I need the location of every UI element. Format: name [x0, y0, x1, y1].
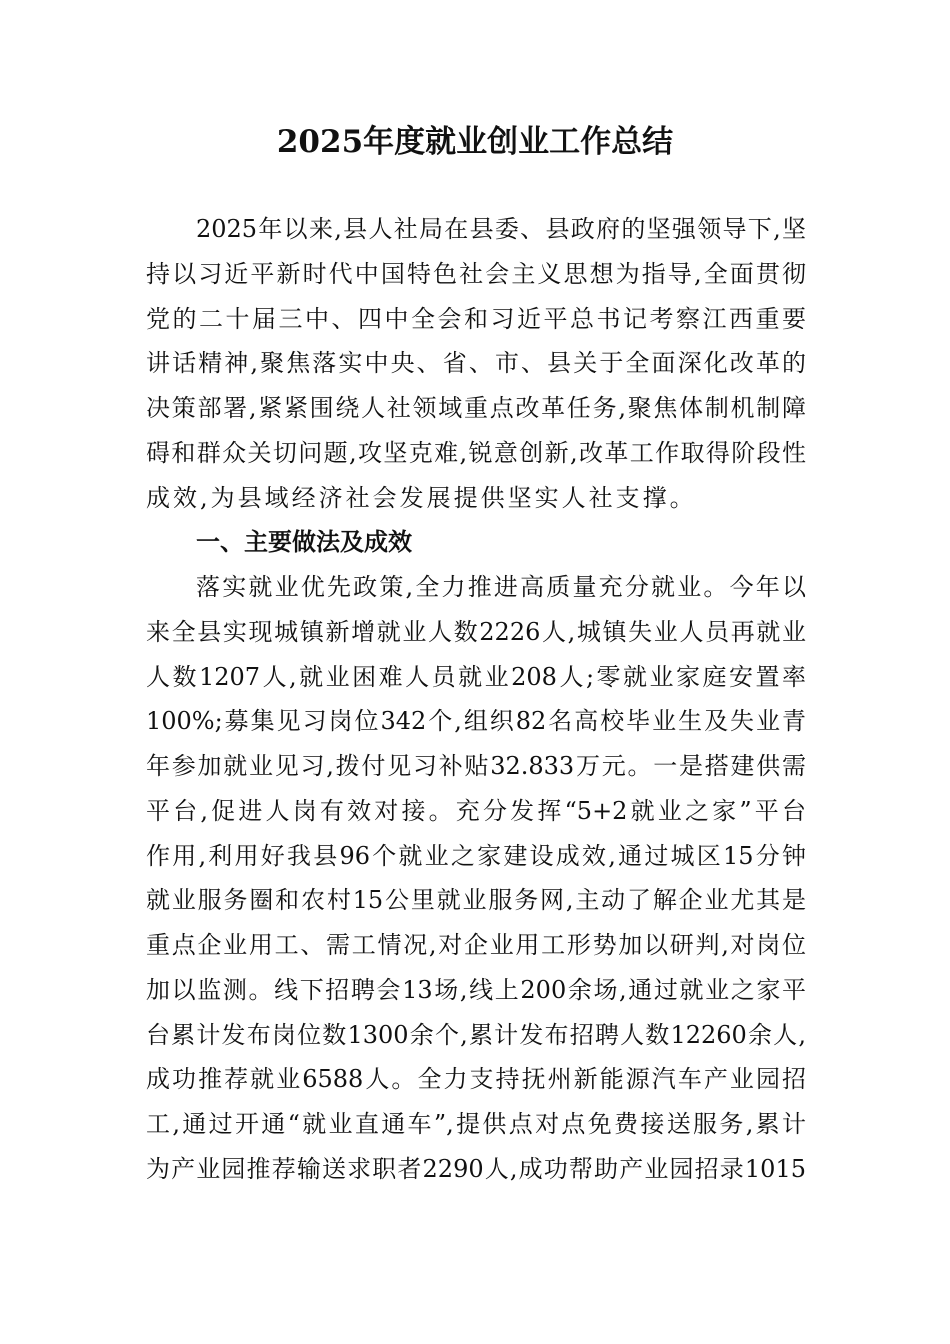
document-title: 2025年度就业创业工作总结 — [276, 124, 674, 160]
text-line: 讲话精神,聚焦落实中央、省、市、县关于全面深化改革的 — [146, 349, 806, 378]
text-line: 为产业园推荐输送求职者2290人,成功帮助产业园招录1015 — [146, 1154, 806, 1183]
text-line: 落实就业优先政策,全力推进高质量充分就业。今年以 — [196, 573, 806, 601]
text-line: 加以监测。线下招聘会13场,线上200余场,通过就业之家平 — [146, 975, 806, 1004]
text-line: 平台,促进人岗有效对接。充分发挥“5+2就业之家”平台 — [146, 796, 806, 825]
text-line: 台累计发布岗位数1300余个,累计发布招聘人数12260余人, — [146, 1020, 806, 1049]
text-line: 成效,为县域经济社会发展提供坚实人社支撑。 — [146, 483, 697, 512]
text-line: 重点企业用工、需工情况,对企业用工形势加以研判,对岗位 — [146, 931, 806, 959]
text-line: 决策部署,紧紧围绕人社领域重点改革任务,聚焦体制机制障 — [146, 394, 806, 422]
text-line: 年参加就业见习,拨付见习补贴32.833万元。一是搭建供需 — [146, 752, 806, 780]
text-line: 碍和群众关切问题,攻坚克难,锐意创新,改革工作取得阶段性 — [146, 438, 806, 467]
text-line: 100%;募集见习岗位342个,组织82名高校毕业生及失业青 — [146, 707, 806, 736]
text-line: 持以习近平新时代中国特色社会主义思想为指导,全面贯彻 — [146, 259, 806, 288]
text-line: 就业服务圈和农村15公里就业服务网,主动了解企业尤其是 — [146, 886, 806, 915]
document-body — [146, 207, 806, 1192]
text-line: 成功推荐就业6588人。全力支持抚州新能源汽车产业园招 — [146, 1065, 806, 1094]
text-line: 党的二十届三中、四中全会和习近平总书记考察江西重要 — [146, 304, 806, 333]
section-heading: 一、主要做法及成效 — [196, 528, 412, 557]
text-line: 工,通过开通“就业直通车”,提供点对点免费接送服务,累计 — [146, 1110, 806, 1138]
text-line: 人数1207人,就业困难人员就业208人;零就业家庭安置率 — [146, 662, 806, 691]
text-line: 作用,利用好我县96个就业之家建设成效,通过城区15分钟 — [146, 841, 806, 870]
text-line: 来全县实现城镇新增就业人数2226人,城镇失业人员再就业 — [146, 617, 806, 646]
text-line: 2025年以来,县人社局在县委、县政府的坚强领导下,坚 — [196, 215, 806, 243]
